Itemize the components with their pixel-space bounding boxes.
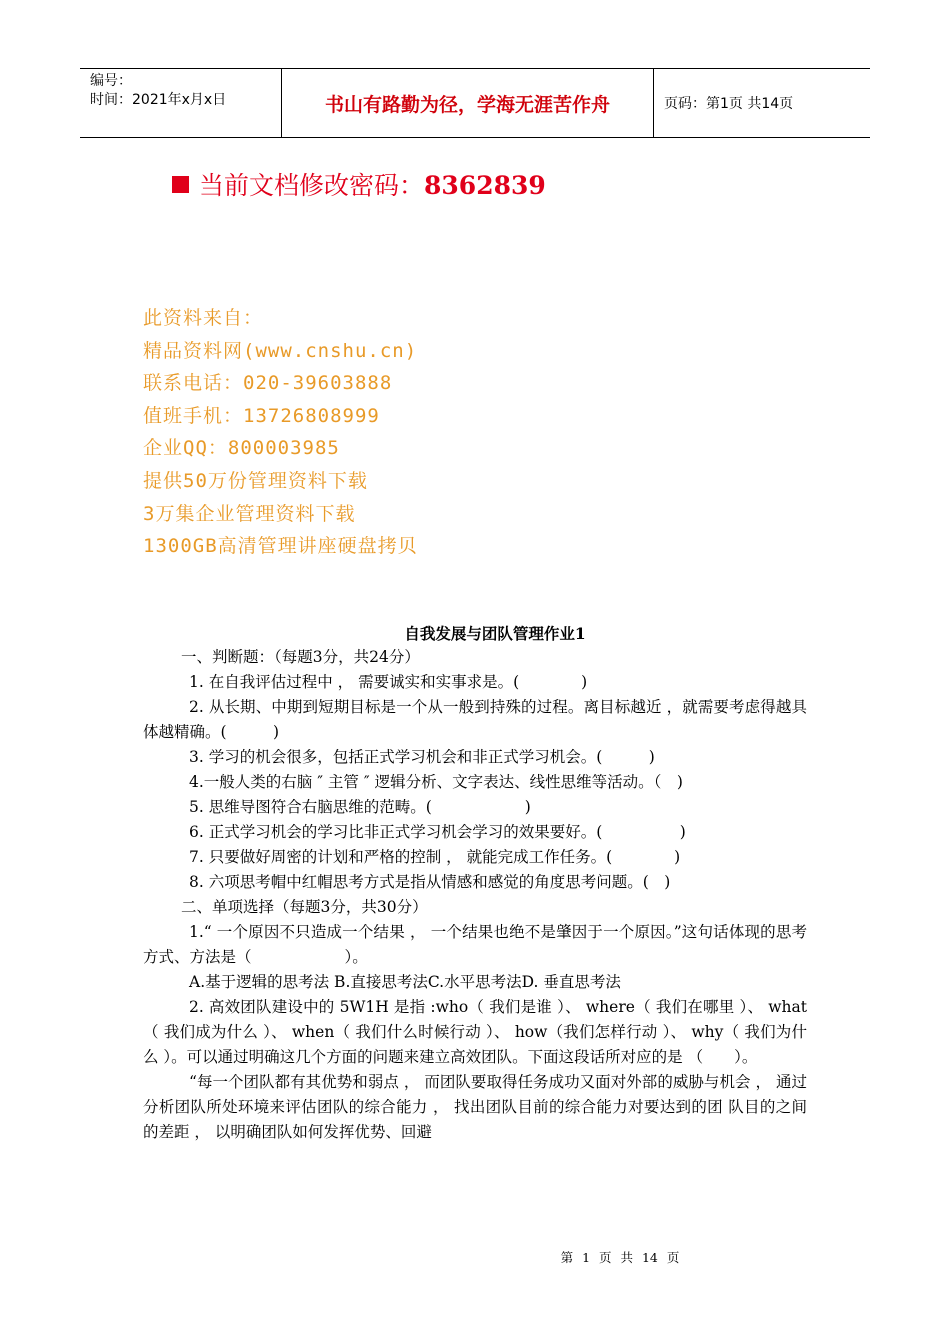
question-item: 5. 思维导图符合右脑思维的范畴。( ) (189, 798, 531, 816)
document-body (143, 645, 807, 1145)
question-item: 7. 只要做好周密的计划和严格的控制 ， 就能完成工作任务。( ) (189, 848, 681, 866)
document-title: 自我发展与团队管理作业1 (404, 624, 586, 643)
question-item: 2. 从长期、中期到短期目标是一个从一般到持殊的过程。离目标越近 ，就需要考虑得越具体越精确。( ) (143, 698, 807, 741)
question-item: 4.一般人类的右脑 ″ 主管 ″ 逻辑分析、文字表达、线性思维等活动。（ ) (189, 773, 683, 791)
question-item: 3. 学习的机会很多，包括正式学习机会和非正式学习机会。( ) (189, 748, 655, 766)
source-info (143, 302, 418, 563)
password-code: 8362839 (424, 171, 546, 200)
question-item: 2. 高效团队建设中的 5W1H 是指 :who（ 我们是谁 ）、 where（ 我们在哪里 ）、 what（ 我们成为什么 ）、 when（ 我们什么时候行动 ）、 how（我们怎样行动 ）、 why（ 我们为什么 ）。可以通过明确这几个方面的问题来建立高效团队。下面这段话所对应的是 （ ）。 (143, 998, 807, 1066)
header-table (80, 68, 870, 138)
section1-heading: 一、判断题：（每题3分，共24分） (181, 648, 420, 666)
page-footer: 第 1 页 共 14 页 (560, 1250, 680, 1265)
section2-heading: 二、单项选择（每题3分，共30分） (181, 898, 428, 916)
source-line: 企业QQ：800003985 (143, 437, 340, 460)
number-label: 编号： (90, 73, 132, 89)
source-line: 1300GB高清管理讲座硬盘拷贝 (143, 535, 418, 558)
square-bullet-icon (172, 176, 189, 193)
question-item: 6. 正式学习机会的学习比非正式学习机会学习的效果要好。( ) (189, 823, 686, 841)
question-options: A.基于逻辑的思考法 B.直接思考法C.水平思考法D. 垂直思考法 (189, 973, 621, 991)
time-label: 时间：2021年x月x日 (90, 92, 227, 108)
source-line: 提供50万份管理资料下载 (143, 469, 368, 492)
password-label: 当前文档修改密码： (199, 171, 425, 200)
header-meta-cell (80, 69, 282, 137)
source-line: 联系电话：020-39603888 (143, 372, 393, 395)
question-quote: “每一个团队都有其优势和弱点 ， 而团队要取得任务成功又面对外部的威胁与机会 ， 通过分析团队所处环境来评估团队的综合能力 ， 找出团队目前的综合能力对要达到的团 队目的之间的差距 ， 以明确团队如何发挥优势、回避 (143, 1073, 807, 1141)
header-page-label: 页码：第1页 共14页 (664, 96, 794, 112)
source-line: 3万集企业管理资料下载 (143, 502, 356, 525)
password-notice (172, 166, 546, 202)
source-line: 此资料来自： (143, 307, 264, 329)
header-motto: 书山有路勤为径，学海无涯苦作舟 (282, 69, 654, 137)
question-item: 1.“ 一个原因不只造成一个结果 ， 一个结果也绝不是肇因于一个原因。”这句话体现的思考方式、方法是（ ）。 (143, 923, 807, 966)
question-item: 1. 在自我评估过程中 ， 需要诚实和实事求是。( ) (189, 673, 588, 691)
source-line: 值班手机：13726808999 (143, 404, 380, 427)
source-line: 精品资料网(www.cnshu.cn) (143, 339, 418, 362)
question-item: 8. 六项思考帽中红帽思考方式是指从情感和感觉的角度思考问题。( ) (189, 873, 671, 891)
